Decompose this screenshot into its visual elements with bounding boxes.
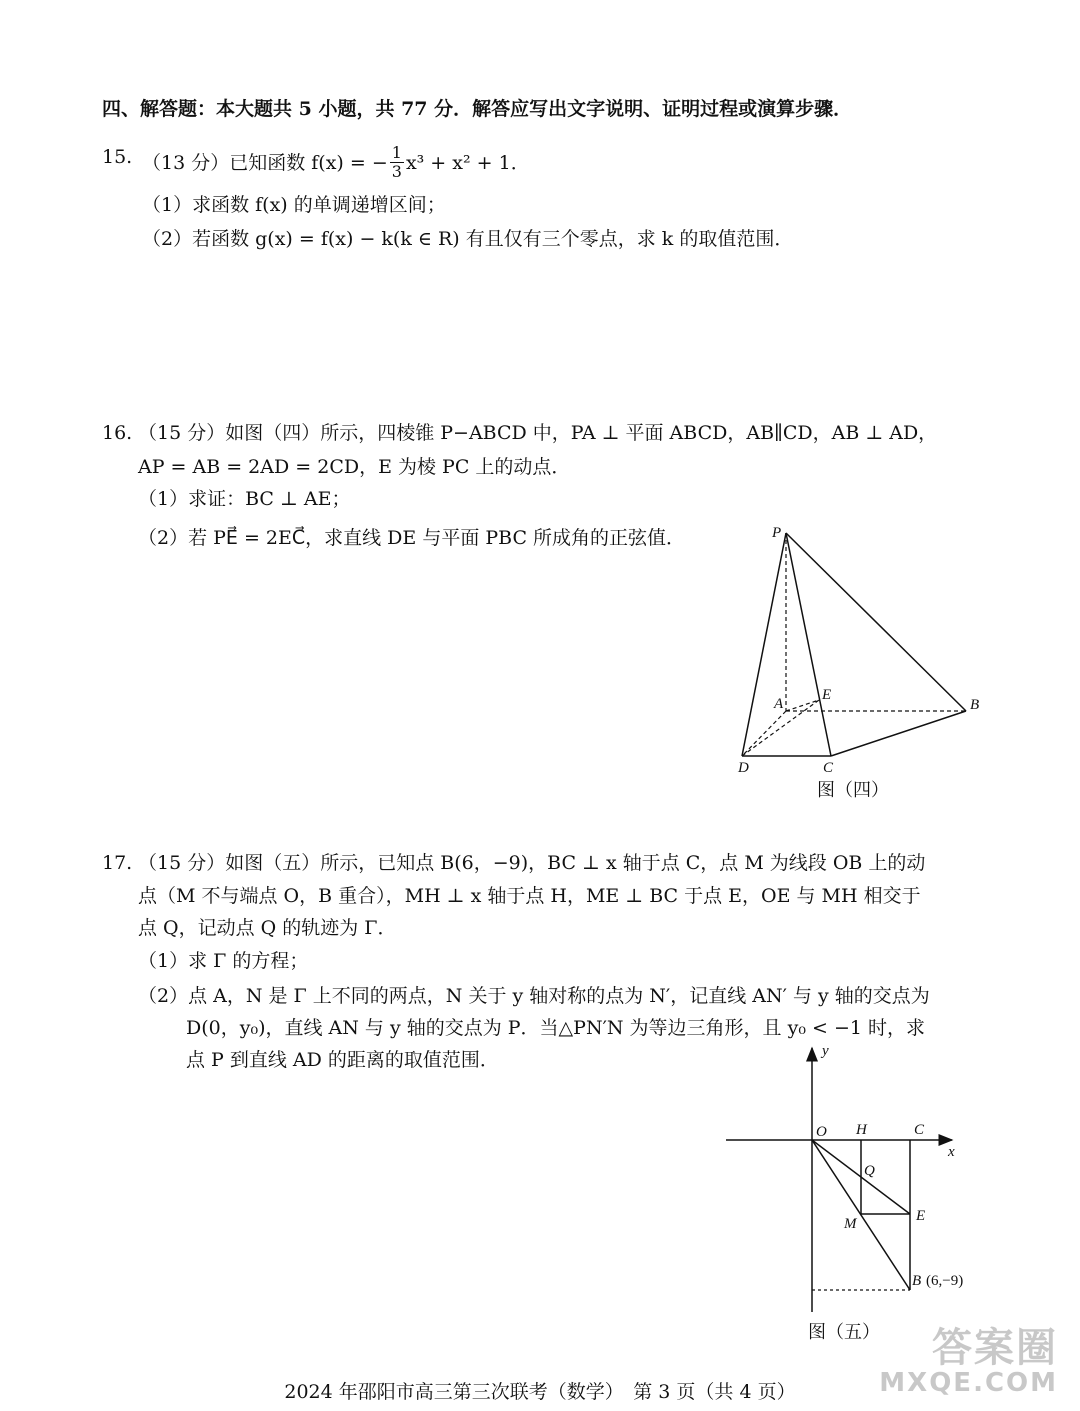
label-O: O <box>816 1124 827 1140</box>
q17-number: 17. <box>102 852 133 874</box>
segment-AE-hidden <box>786 700 819 711</box>
label-E: E <box>822 687 832 703</box>
q16-line1: （15 分）如图（四）所示，四棱锥 P−ABCD 中，PA ⊥ 平面 ABCD，AB∥CD，AB ⊥ AD， <box>138 422 938 444</box>
edge-CB <box>831 711 966 756</box>
edge-PD <box>742 533 786 756</box>
figure-5-caption: 图（五） <box>808 1322 880 1343</box>
label-B-coordinates: (6,−9) <box>926 1273 964 1289</box>
figure-4-caption: 图（四） <box>817 780 889 801</box>
q15-tail: x³ + x² + 1． <box>405 151 530 174</box>
label-M: M <box>844 1216 857 1232</box>
watermark-text <box>879 1326 1058 1396</box>
q17-part2-line1: （2）点 A，N 是 Γ 上不同的两点，N 关于 y 轴对称的点为 N′，记直线 AN′ 与 y 轴的交点为 <box>138 985 930 1007</box>
watermark-line-2: MXQE.COM <box>879 1368 1058 1398</box>
q16-line2: AP = AB = 2AD = 2CD，E 为棱 PC 上的动点． <box>138 456 571 478</box>
q16-number: 16. <box>102 422 133 444</box>
label-B: B <box>970 697 980 713</box>
q15-fraction <box>390 144 404 181</box>
q15-head: （13 分）已知函数 f(x) = − <box>142 151 388 174</box>
label-Q: Q <box>864 1163 875 1179</box>
figure-4-pyramid <box>720 515 1000 780</box>
watermark-logo <box>879 1326 1058 1396</box>
edge-PC <box>786 533 831 756</box>
q15-part2: （2）若函数 g(x) = f(x) − k(k ∈ R) 有且仅有三个零点，求 k 的取值范围． <box>142 228 794 250</box>
q15-part1: （1）求函数 f(x) 的单调递增区间； <box>142 194 446 216</box>
q15-number: 15. <box>102 146 133 168</box>
q17-line1: （15 分）如图（五）所示，已知点 B(6，−9)，BC ⊥ x 轴于点 C，点 M 为线段 OB 上的动 <box>138 852 926 874</box>
label-H: H <box>856 1122 867 1138</box>
edge-PB <box>786 533 966 711</box>
label-x: x <box>948 1144 955 1160</box>
watermark-line-1: 答案圈 <box>932 1325 1058 1371</box>
q15-stem <box>142 144 530 181</box>
label-C: C <box>823 760 834 776</box>
label-D: D <box>738 760 749 776</box>
label-y: y <box>822 1043 829 1059</box>
q17-part2-line2: D(0，y₀)，直线 AN 与 y 轴的交点为 P．当△PN′N 为等边三角形，且 y₀ < −1 时，求 <box>186 1017 925 1039</box>
figure-5-coordinate-diagram <box>720 1040 1000 1320</box>
q17-line3: 点 Q，记动点 Q 的轨迹为 Γ． <box>138 917 397 939</box>
page-footer: 2024 年邵阳市高三第三次联考（数学） 第 3 页（共 4 页） <box>284 1381 796 1403</box>
edge-AD-hidden <box>742 711 786 756</box>
section-header: 四、解答题：本大题共 5 小题，共 77 分．解答应写出文字说明、证明过程或演算步骤． <box>102 98 853 120</box>
q15-frac-den: 3 <box>391 162 402 181</box>
q15-frac-num: 1 <box>391 143 402 162</box>
q17-part2-line3: 点 P 到直线 AD 的距离的取值范围． <box>186 1049 499 1071</box>
label-E: E <box>916 1208 926 1224</box>
label-C: C <box>914 1122 925 1138</box>
q17-part1: （1）求 Γ 的方程； <box>138 950 309 972</box>
q16-part2: （2）若 PE⃗ = 2EC⃗，求直线 DE 与平面 PBC 所成角的正弦值． <box>138 527 686 549</box>
q16-part1: （1）求证：BC ⊥ AE； <box>138 488 351 510</box>
label-A: A <box>774 696 784 712</box>
label-B: B <box>912 1273 922 1289</box>
q17-line2: 点（M 不与端点 O，B 重合），MH ⊥ x 轴于点 H，ME ⊥ BC 于点 E，OE 与 MH 相交于 <box>138 885 921 907</box>
label-P: P <box>772 525 782 541</box>
